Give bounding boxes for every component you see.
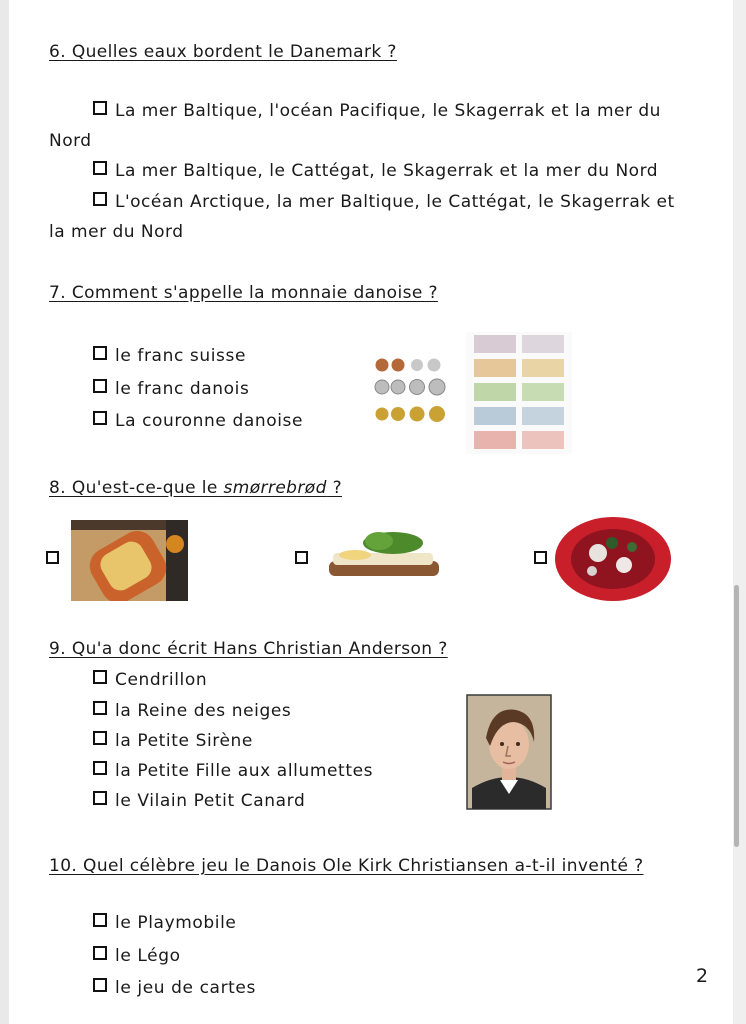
danish-coins-image bbox=[370, 345, 455, 430]
checkbox-icon[interactable] bbox=[93, 978, 107, 992]
smorrebrod-option-1-image bbox=[71, 520, 188, 601]
question-7-title: 7. Comment s'appelle la monnaie danoise ? bbox=[49, 283, 438, 303]
question-9-option-2[interactable]: la Reine des neiges bbox=[93, 701, 291, 721]
question-6-option-3-continued: la mer du Nord bbox=[49, 222, 184, 242]
danish-banknotes-image bbox=[466, 332, 572, 454]
question-8-checkbox-3[interactable] bbox=[534, 551, 547, 564]
question-6-option-2[interactable]: La mer Baltique, le Cattégat, le Skagerrak et la mer du Nord bbox=[93, 161, 658, 181]
smorrebrod-option-2-image bbox=[325, 525, 442, 580]
checkbox-icon[interactable] bbox=[93, 101, 107, 115]
checkbox-icon[interactable] bbox=[93, 379, 107, 393]
checkbox-icon[interactable] bbox=[93, 670, 107, 684]
question-6-option-3[interactable]: L'océan Arctique, la mer Baltique, le Cattégat, le Skagerrak et bbox=[93, 192, 675, 212]
checkbox-icon[interactable] bbox=[93, 946, 107, 960]
question-8-checkbox-1[interactable] bbox=[46, 551, 59, 564]
scrollbar-thumb[interactable] bbox=[734, 585, 739, 847]
question-9-option-5[interactable]: le Vilain Petit Canard bbox=[93, 791, 305, 811]
question-9-option-3[interactable]: la Petite Sirène bbox=[93, 731, 253, 751]
question-7-option-2[interactable]: le franc danois bbox=[93, 379, 249, 399]
question-6-title: 6. Quelles eaux bordent le Danemark ? bbox=[49, 42, 397, 62]
checkbox-icon[interactable] bbox=[93, 791, 107, 805]
question-9-option-1[interactable]: Cendrillon bbox=[93, 670, 207, 690]
checkbox-icon[interactable] bbox=[93, 913, 107, 927]
checkbox-icon[interactable] bbox=[93, 701, 107, 715]
checkbox-icon[interactable] bbox=[93, 761, 107, 775]
checkbox-icon[interactable] bbox=[93, 161, 107, 175]
question-7-option-1[interactable]: le franc suisse bbox=[93, 346, 246, 366]
question-6-option-1-continued: Nord bbox=[49, 131, 92, 151]
checkbox-icon[interactable] bbox=[93, 346, 107, 360]
question-10-title: 10. Quel célèbre jeu le Danois Ole Kirk Christiansen a-t-il inventé ? bbox=[49, 856, 644, 876]
page-right-edge bbox=[733, 0, 746, 1024]
checkbox-icon[interactable] bbox=[93, 731, 107, 745]
question-8-title: 8. Qu'est-ce-que le smørrebrød ? bbox=[49, 478, 342, 498]
question-10-option-2[interactable]: le Légo bbox=[93, 946, 181, 966]
question-8-checkbox-2[interactable] bbox=[295, 551, 308, 564]
question-9-title: 9. Qu'a donc écrit Hans Christian Anderson ? bbox=[49, 639, 448, 659]
question-10-option-3[interactable]: le jeu de cartes bbox=[93, 978, 256, 998]
andersen-portrait-image bbox=[464, 690, 554, 812]
question-9-option-4[interactable]: la Petite Fille aux allumettes bbox=[93, 761, 373, 781]
question-6-option-1[interactable]: La mer Baltique, l'océan Pacifique, le Skagerrak et la mer du bbox=[93, 101, 661, 121]
checkbox-icon[interactable] bbox=[93, 192, 107, 206]
question-7-option-3[interactable]: La couronne danoise bbox=[93, 411, 303, 431]
checkbox-icon[interactable] bbox=[93, 411, 107, 425]
page-left-edge bbox=[0, 0, 9, 1024]
question-10-option-1[interactable]: le Playmobile bbox=[93, 913, 237, 933]
page-number: 2 bbox=[696, 965, 709, 987]
smorrebrod-option-3-image bbox=[552, 513, 674, 601]
